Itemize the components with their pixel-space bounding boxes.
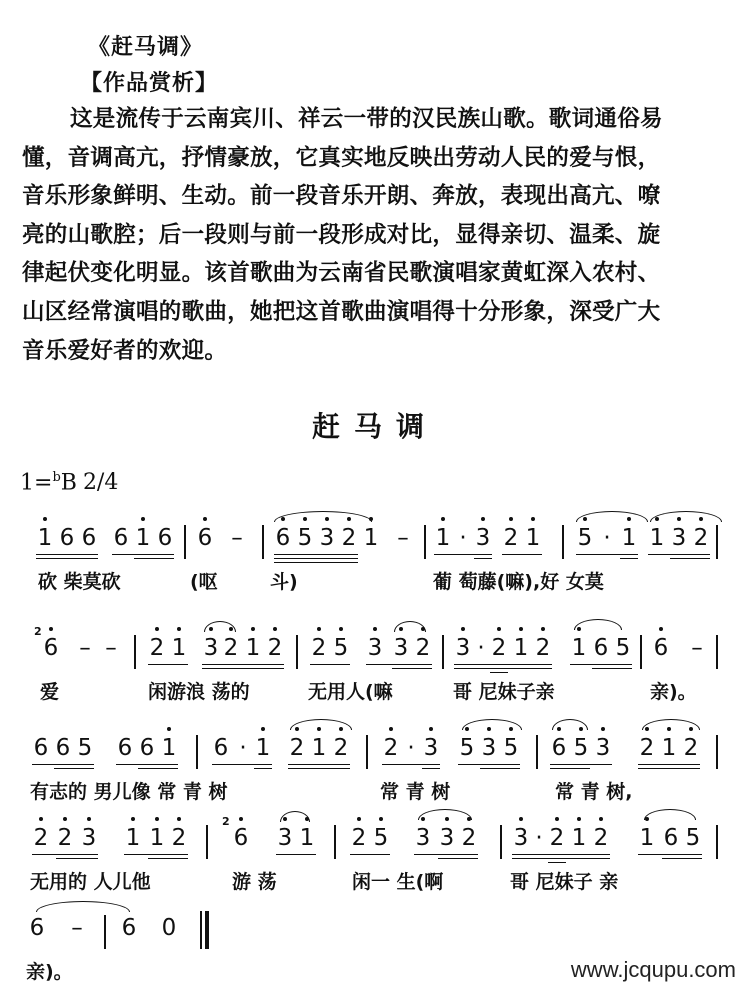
note: 0 bbox=[161, 915, 177, 941]
note: 2 bbox=[414, 635, 432, 661]
note: 1 bbox=[170, 635, 188, 661]
note: · bbox=[239, 735, 247, 761]
note: · bbox=[407, 735, 415, 761]
note: 6 bbox=[157, 525, 173, 551]
score-line-3 bbox=[0, 715, 750, 815]
lyric: 常 青 树, bbox=[555, 781, 633, 803]
lyric: 无用的 人儿他 bbox=[30, 871, 151, 893]
note: 2 bbox=[350, 825, 368, 851]
lyric: 有志的 男儿像 常 青 树 bbox=[30, 781, 228, 803]
grace-note: 2 bbox=[34, 625, 42, 638]
note: 6 bbox=[593, 635, 609, 661]
note: 1 bbox=[648, 525, 666, 551]
note: 5 bbox=[576, 525, 594, 551]
lyric: 常 青 树 bbox=[380, 781, 451, 803]
note: 3 bbox=[512, 825, 530, 851]
flat-sign: b bbox=[52, 470, 61, 485]
note: 2 bbox=[382, 735, 400, 761]
note: 2 bbox=[148, 635, 166, 661]
note: 6 bbox=[121, 915, 137, 941]
commentary-paragraph bbox=[22, 100, 734, 370]
key-note: B bbox=[60, 470, 77, 496]
note: 2 bbox=[692, 525, 710, 551]
note: 1 bbox=[298, 825, 316, 851]
lyric: 游 荡 bbox=[232, 871, 277, 893]
lyric: 亲)。 bbox=[26, 961, 73, 983]
note: 3 bbox=[438, 825, 456, 851]
note: 3 bbox=[480, 735, 498, 761]
book-title: 《赶马调》 bbox=[88, 35, 204, 60]
note: 1 bbox=[124, 825, 142, 851]
lyric: 闲一 生(啊 bbox=[352, 871, 444, 893]
note: 2 bbox=[490, 635, 508, 661]
note: 6 bbox=[663, 825, 679, 851]
note: 1 bbox=[638, 825, 656, 851]
note: 3 bbox=[80, 825, 98, 851]
note: 6 bbox=[139, 735, 155, 761]
note: – bbox=[105, 635, 117, 661]
note: 1 bbox=[660, 735, 678, 761]
note: 3 bbox=[202, 635, 220, 661]
note: 2 bbox=[682, 735, 700, 761]
note: 6 bbox=[232, 825, 250, 851]
note: 1 bbox=[134, 525, 152, 551]
note: 3 bbox=[392, 635, 410, 661]
note: 2 bbox=[170, 825, 188, 851]
note: 1 bbox=[244, 635, 262, 661]
note: 1 bbox=[570, 825, 588, 851]
note: – bbox=[79, 635, 91, 661]
note: – bbox=[397, 525, 409, 551]
note: 3 bbox=[454, 635, 472, 661]
note: 2 bbox=[310, 635, 328, 661]
commentary-line: 音乐形象鲜明、生动。前一段音乐开朗、奔放，表现出高亢、嘹 bbox=[22, 183, 661, 210]
note: 3 bbox=[474, 525, 492, 551]
commentary-line: 音乐爱好者的欢迎。 bbox=[22, 337, 228, 364]
note: 1 bbox=[254, 735, 272, 761]
note: 5 bbox=[296, 525, 314, 551]
note: 6 bbox=[42, 635, 60, 661]
note: 2 bbox=[32, 825, 50, 851]
note: 2 bbox=[266, 635, 284, 661]
note: · bbox=[603, 525, 611, 551]
lyric: 哥 尼妹子 亲 bbox=[510, 871, 619, 893]
note: 2 bbox=[534, 635, 552, 661]
note: 2 bbox=[340, 525, 358, 551]
note: 6 bbox=[550, 735, 568, 761]
lyric: 爱 bbox=[40, 681, 60, 703]
note: 2 bbox=[332, 735, 350, 761]
note: 1 bbox=[620, 525, 638, 551]
commentary-line: 律起伏变化明显。该首歌曲为云南省民歌演唱家黄虹深入农村、 bbox=[22, 260, 661, 287]
note: 6 bbox=[652, 635, 670, 661]
note: 1 bbox=[148, 825, 166, 851]
lyric: 哥 尼妹子亲 bbox=[453, 681, 555, 703]
note: 5 bbox=[502, 735, 520, 761]
note: · bbox=[459, 525, 467, 551]
commentary-line: 亮的山歌腔；后一段则与前一段形成对比，显得亲切、温柔、旋 bbox=[22, 221, 661, 248]
site-watermark: www.jcqupu.com bbox=[570, 957, 736, 982]
grace-note: 2 bbox=[222, 815, 230, 828]
note: 6 bbox=[274, 525, 292, 551]
note: 3 bbox=[318, 525, 336, 551]
note: 3 bbox=[276, 825, 294, 851]
lyric: 葡 萄藤(嘛),好 女莫 bbox=[433, 571, 604, 593]
note: 1 bbox=[570, 635, 588, 661]
note: 1 bbox=[434, 525, 452, 551]
note: 3 bbox=[414, 825, 432, 851]
lyric: 斗) bbox=[270, 571, 298, 593]
commentary-line: 懂，音调高亢，抒情豪放，它真实地反映出劳动人民的爱与恨， bbox=[22, 144, 661, 171]
note: – bbox=[231, 525, 243, 551]
time-signature: 2/4 bbox=[82, 470, 119, 496]
note: 1 bbox=[524, 525, 542, 551]
lyric: 亲)。 bbox=[650, 681, 697, 703]
note: 6 bbox=[29, 915, 45, 941]
commentary-line: 山区经常演唱的歌曲，她把这首歌曲演唱得十分形象，深受广大 bbox=[22, 298, 661, 325]
key-label: 1= bbox=[20, 470, 53, 496]
note: 5 bbox=[615, 635, 631, 661]
section-heading: 【作品赏析】 bbox=[80, 71, 219, 96]
note: – bbox=[71, 915, 83, 941]
note: 1 bbox=[512, 635, 530, 661]
note: 5 bbox=[77, 735, 93, 761]
lyric: 砍 柴莫砍 bbox=[38, 571, 121, 593]
note: 1 bbox=[160, 735, 178, 761]
note: 3 bbox=[422, 735, 440, 761]
note: 5 bbox=[458, 735, 476, 761]
note: 6 bbox=[113, 525, 129, 551]
note: 2 bbox=[288, 735, 306, 761]
note: 1 bbox=[362, 525, 380, 551]
note: 1 bbox=[36, 525, 54, 551]
note: · bbox=[477, 635, 485, 661]
note: 5 bbox=[372, 825, 390, 851]
note: 5 bbox=[685, 825, 701, 851]
note: 6 bbox=[59, 525, 75, 551]
note: 5 bbox=[332, 635, 350, 661]
note: 6 bbox=[213, 735, 229, 761]
note: 6 bbox=[117, 735, 133, 761]
note: 3 bbox=[366, 635, 384, 661]
note: 1 bbox=[310, 735, 328, 761]
note: 2 bbox=[548, 825, 566, 851]
note: 2 bbox=[222, 635, 240, 661]
note: 6 bbox=[81, 525, 97, 551]
note: 3 bbox=[670, 525, 688, 551]
note: 3 bbox=[594, 735, 612, 761]
note: 6 bbox=[196, 525, 214, 551]
lyric: (呕 bbox=[190, 571, 218, 593]
note: 2 bbox=[56, 825, 74, 851]
note: – bbox=[691, 635, 703, 661]
note: · bbox=[535, 825, 543, 851]
key-signature bbox=[20, 470, 118, 495]
score-line-2 bbox=[0, 615, 750, 715]
score-title: 赶马调 bbox=[311, 410, 438, 443]
score-line-4 bbox=[0, 805, 750, 905]
score-line-1 bbox=[0, 505, 750, 605]
lyric: 无用人(嘛 bbox=[308, 681, 393, 703]
note: 2 bbox=[592, 825, 610, 851]
note: 6 bbox=[33, 735, 49, 761]
note: 2 bbox=[638, 735, 656, 761]
note: 5 bbox=[572, 735, 590, 761]
note: 2 bbox=[460, 825, 478, 851]
lyric: 闲游浪 荡的 bbox=[148, 681, 250, 703]
note: 2 bbox=[502, 525, 520, 551]
commentary-line: 这是流传于云南宾川、祥云一带的汉民族山歌。歌词通俗易 bbox=[70, 106, 663, 132]
note: 6 bbox=[55, 735, 71, 761]
